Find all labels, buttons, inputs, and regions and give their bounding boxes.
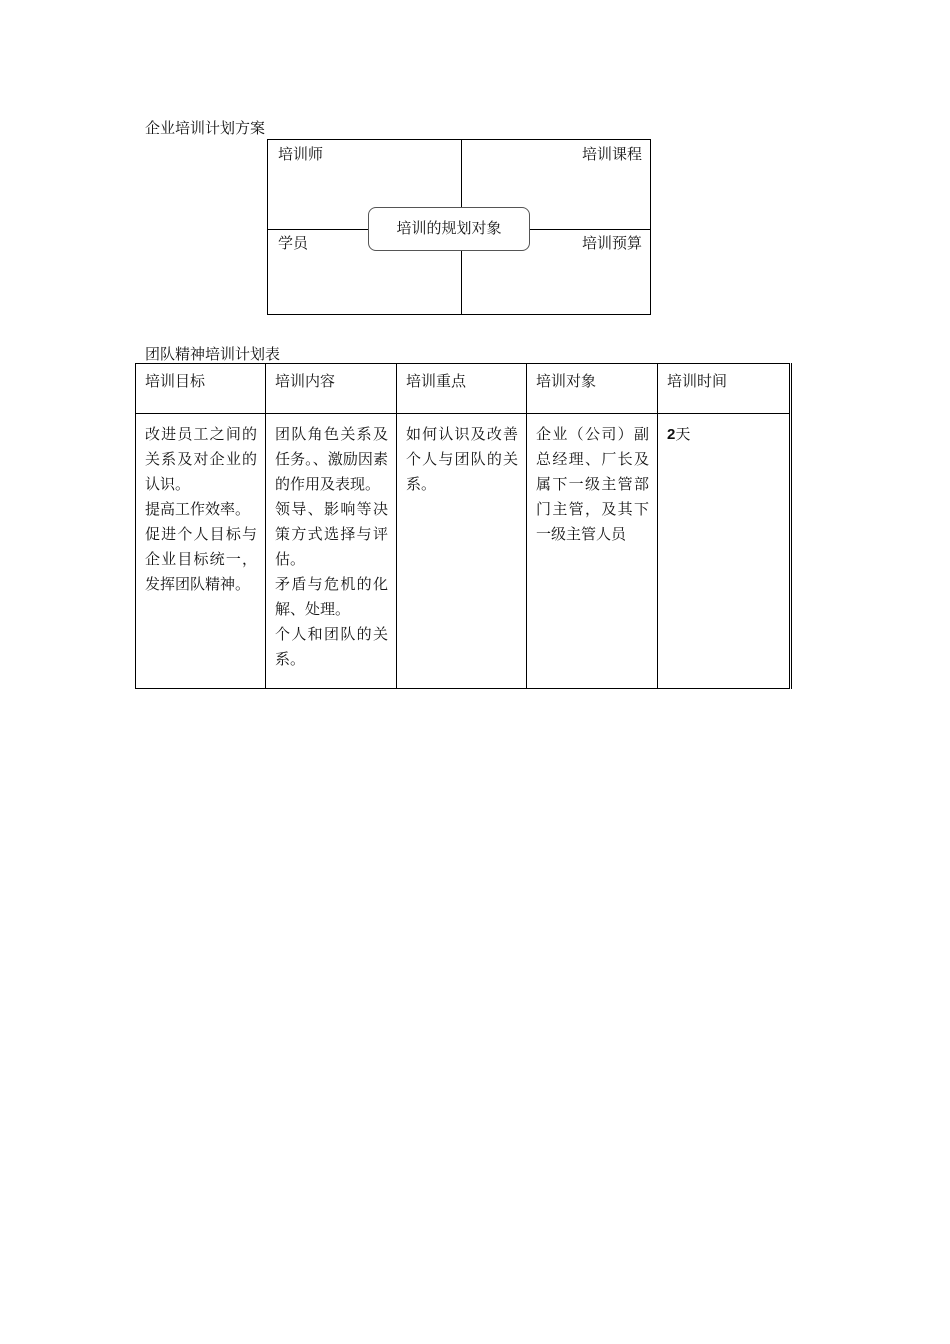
header-content: 培训内容 — [266, 364, 397, 414]
content-line: 个人和团队的关系。 — [275, 625, 388, 668]
diagram-center-node: 培训的规划对象 — [368, 207, 530, 251]
cell-audience: 企业（公司）副总经理、厂长及属下一级主管部门主管，及其下一级主管人员 — [527, 414, 658, 689]
quadrant-trainee: 学员 — [278, 234, 309, 252]
header-goal: 培训目标 — [136, 364, 266, 414]
header-duration: 培训时间 — [658, 364, 791, 414]
duration-unit: 天 — [675, 425, 691, 443]
content-line: 领导、影响等决策方式选择与评估。 — [275, 500, 388, 568]
duration-number: 2 — [667, 426, 676, 443]
content-line: 矛盾与危机的化解、处理。 — [275, 575, 388, 618]
quadrant-trainer: 培训师 — [278, 145, 324, 163]
cell-goal — [136, 414, 266, 689]
goal-line: 改进员工之间的关系及对企业的认识。 — [145, 425, 257, 493]
diagram-title: 企业培训计划方案 — [145, 119, 266, 137]
header-focus: 培训重点 — [397, 364, 527, 414]
cell-duration — [658, 414, 791, 689]
table-header-row — [136, 364, 791, 414]
content-line: 团队角色关系及任务。、激励因素的作用及表现。 — [275, 425, 388, 493]
goal-line: 提高工作效率。 — [145, 500, 251, 518]
table-title: 团队精神培训计划表 — [145, 345, 281, 363]
header-audience: 培训对象 — [527, 364, 658, 414]
quadrant-budget: 培训预算 — [581, 234, 642, 252]
table-row — [136, 414, 791, 689]
training-planning-diagram — [267, 139, 651, 315]
training-plan-table — [135, 363, 792, 689]
cell-content — [266, 414, 397, 689]
quadrant-course: 培训课程 — [581, 145, 642, 163]
cell-focus: 如何认识及改善个人与团队的关系。 — [397, 414, 527, 689]
goal-line: 促进个人目标与企业目标统一，发挥团队精神。 — [145, 525, 257, 593]
